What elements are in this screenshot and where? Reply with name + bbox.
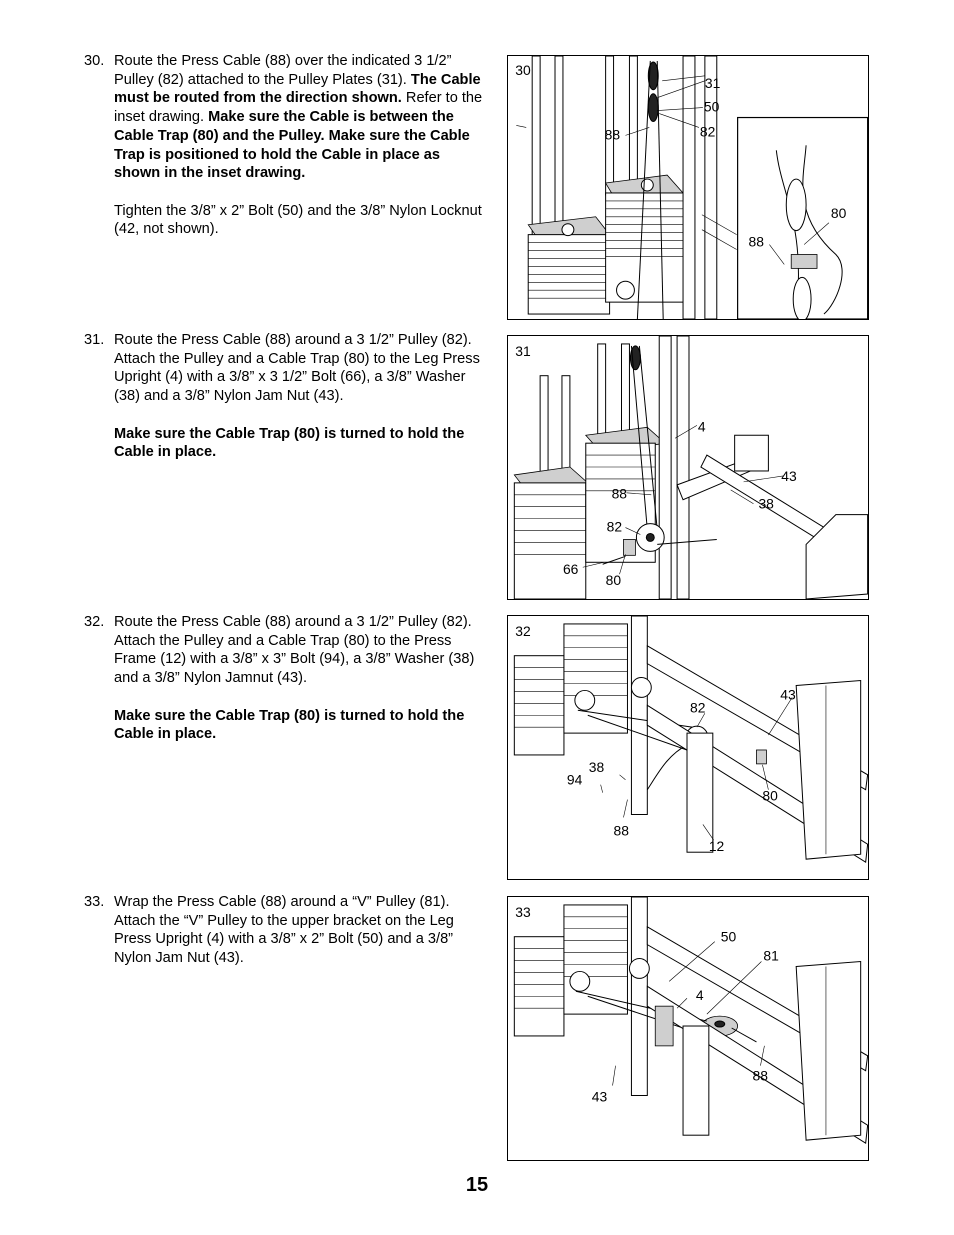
callout: 38 <box>758 495 774 512</box>
callout: 50 <box>720 928 737 945</box>
step-number: 31. <box>84 332 105 348</box>
callout: 80 <box>830 204 847 221</box>
callout: 43 <box>780 686 796 703</box>
step-31-warning: Make sure the Cable Trap (80) is turned to hold the Cable in place. <box>114 425 465 461</box>
callout: 12 <box>708 838 725 855</box>
instruction-text: Refer to the inset drawing. <box>114 90 483 126</box>
step-30-instructions <box>114 52 486 183</box>
instruction-text: Route the Press Cable (88) over the indicated 3 1/2” Pulley (82) attached to the Pulley Plates (31). <box>114 53 452 88</box>
figure-number: 32 <box>515 622 531 639</box>
callout: 4 <box>695 987 704 1004</box>
step-number: 30. <box>84 53 105 69</box>
figure-31-drawing <box>508 336 868 599</box>
step-number: 33. <box>84 894 105 910</box>
callout: 4 <box>697 418 706 435</box>
callout: 88 <box>604 126 621 143</box>
callout: 80 <box>762 787 778 804</box>
figure-31 <box>507 335 869 600</box>
figure-32-drawing <box>508 616 868 879</box>
figure-number: 30 <box>515 61 531 78</box>
callout: 80 <box>605 572 622 589</box>
callout: 50 <box>703 98 720 115</box>
callout: 81 <box>763 947 779 964</box>
callout: 88 <box>611 485 628 502</box>
step-number: 32. <box>84 614 105 630</box>
step-32 <box>84 613 486 744</box>
callout: 31 <box>704 74 721 91</box>
page-number: 15 <box>465 1174 489 1196</box>
step-33-instructions: Wrap the Press Cable (88) around a “V” Pulley (81). Attach the “V” Pulley to the upper bracket on the Leg Press Upright (4) with a 3/8” x 2” Bolt (50) and a 3/8” Nylon Jam Nut (43). <box>114 894 454 967</box>
callout: 94 <box>566 771 583 788</box>
step-30-note: Tighten the 3/8” x 2” Bolt (50) and the 3/8” Nylon Locknut (42, not shown). <box>114 202 482 238</box>
callout: 88 <box>613 822 630 839</box>
callout: 82 <box>606 518 623 535</box>
figure-32 <box>507 615 869 880</box>
instruction-emphasis: The Cable must be routed from the direction shown. <box>114 71 481 107</box>
figure-30 <box>507 55 869 320</box>
step-31-instructions: Route the Press Cable (88) around a 3 1/2” Pulley (82). Attach the Pulley and a Cable Trap (80) to the Leg Press Upright (4) with a 3/8” x 3 1/2” Bolt (66), a 3/8” Washer (38) and a 3/8” Nylon Jam Nut (43). <box>114 332 480 405</box>
callout: 43 <box>591 1088 608 1105</box>
step-32-instructions: Route the Press Cable (88) around a 3 1/2” Pulley (82). Attach the Pulley and a Cable Trap (80) to the Press Frame (12) with a 3/8” x 3” Bolt (94), a 3/8” Washer (38) and a 3/8” Nylon Jamnut (43). <box>114 614 475 687</box>
callout: 82 <box>689 699 706 716</box>
step-32-warning: Make sure the Cable Trap (80) is turned to hold the Cable in place. <box>114 707 465 743</box>
callout: 38 <box>588 758 605 775</box>
callout: 66 <box>562 561 579 578</box>
figure-number: 33 <box>515 903 531 920</box>
callout: 88 <box>748 233 764 250</box>
step-33 <box>84 893 486 968</box>
figure-33-drawing <box>508 897 868 1160</box>
callout: 43 <box>781 467 797 484</box>
figure-number: 31 <box>515 342 531 359</box>
callout: 88 <box>752 1067 768 1084</box>
instruction-emphasis: Make sure the Cable is between the Cable Trap (80) and the Pulley. Make sure the Cable Trap is positioned to hold the Cable in place as shown in the inset drawing. <box>114 109 470 182</box>
figure-33 <box>507 896 869 1161</box>
figure-30-drawing <box>508 56 868 319</box>
step-30 <box>84 52 486 239</box>
step-31 <box>84 331 486 462</box>
callout: 82 <box>699 123 716 140</box>
